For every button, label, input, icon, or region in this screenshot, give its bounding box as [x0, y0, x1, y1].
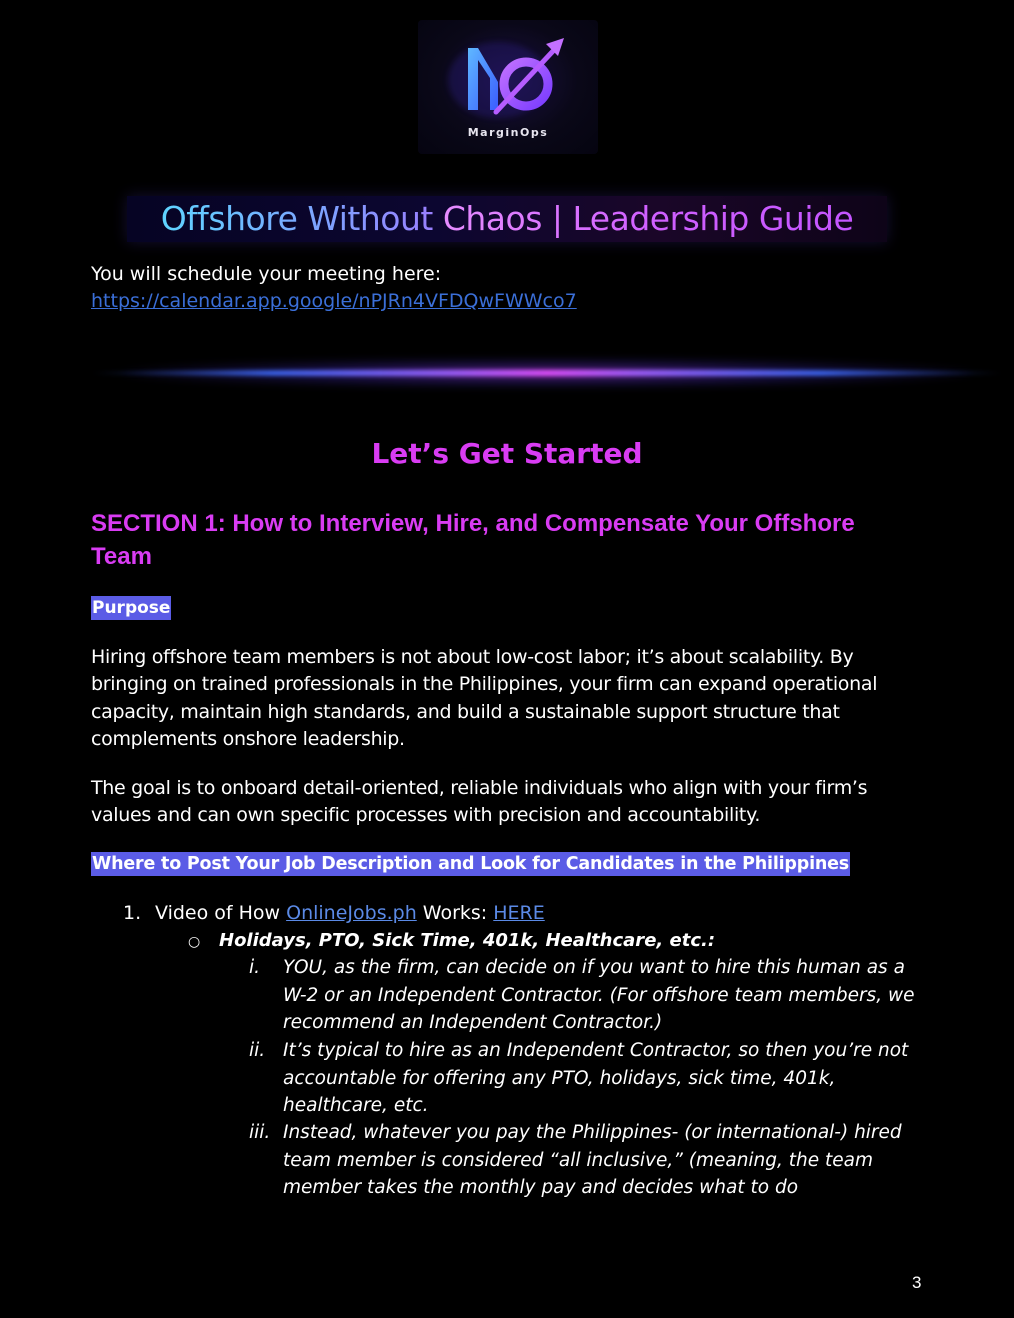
list-number: 1. [123, 902, 142, 924]
roman-item-iii [249, 1119, 929, 1202]
roman-text: YOU, as the firm, can decide on if you want to hire this human as a W-2 or an Independent Contractor. (For offshore team members, we recommend an Independent Contractor.) [283, 957, 915, 1033]
marginops-logo [418, 20, 598, 154]
mo-arrow-logo-icon [418, 20, 598, 130]
title-part-a: Offshore Without [160, 199, 443, 238]
roman-text: Instead, whatever you pay the Philippines- (or international-) hired team member is considered “all inclusive,” (meaning, the team member takes the monthly pay and decides what to do [283, 1122, 902, 1198]
roman-text: It’s typical to hire as an Independent Contractor, so then you’re not accountable for offering any PTO, holidays, sick time, 401k, healthcare, etc. [283, 1040, 909, 1116]
roman-item-ii [249, 1037, 929, 1120]
glow-core [90, 370, 1004, 376]
glow-divider [80, 352, 1014, 396]
hollow-bullet-icon: ○ [188, 934, 201, 950]
list-item-middle: Works: [416, 902, 494, 924]
here-video-link[interactable]: HERE [493, 902, 545, 924]
lets-get-started-heading: Let’s Get Started [371, 437, 643, 470]
sub-list-item [188, 927, 715, 956]
title-part-b: Chaos | Leadership Guide [442, 199, 854, 238]
section-1-heading: SECTION 1: How to Interview, Hire, and Compensate Your Offshore Team [91, 510, 855, 570]
logo-wordmark: MarginOps [467, 126, 549, 139]
guide-title-banner [127, 196, 887, 242]
where-to-post-highlight: Where to Post Your Job Description and Look for Candidates in the Philippines [92, 854, 850, 874]
schedule-text: You will schedule your meeting here: [91, 263, 442, 285]
purpose-paragraph-2: The goal is to onboard detail-oriented, reliable individuals who align with your firm’s values and can own specific processes with precision and accountability. [91, 777, 868, 827]
calendar-link[interactable]: https://calendar.app.google/nPJRn4VFDQwFWWco7 [91, 290, 577, 312]
roman-item-i [249, 954, 929, 1037]
roman-numeral: iii. [249, 1122, 271, 1143]
onlinejobs-link[interactable]: OnlineJobs.ph [286, 902, 417, 924]
page-title [127, 198, 887, 240]
purpose-paragraph-1: Hiring offshore team members is not about low-cost labor; it’s about scalability. By bringing on trained professionals in the Philippines, your firm can expand operational capacity, maintain high standards, and build a sustainable support structure that complements onshore leadership. [91, 646, 878, 750]
page-number: 3 [912, 1273, 922, 1292]
roman-numeral: ii. [249, 1040, 266, 1061]
purpose-highlight: Purpose [92, 598, 171, 618]
list-item-prefix: Video of How [155, 902, 287, 924]
list-item-1 [123, 900, 545, 927]
roman-numeral: i. [249, 957, 261, 978]
schedule-block [91, 261, 577, 315]
benefits-label: Holidays, PTO, Sick Time, 401k, Healthcare, etc.: [219, 930, 716, 951]
